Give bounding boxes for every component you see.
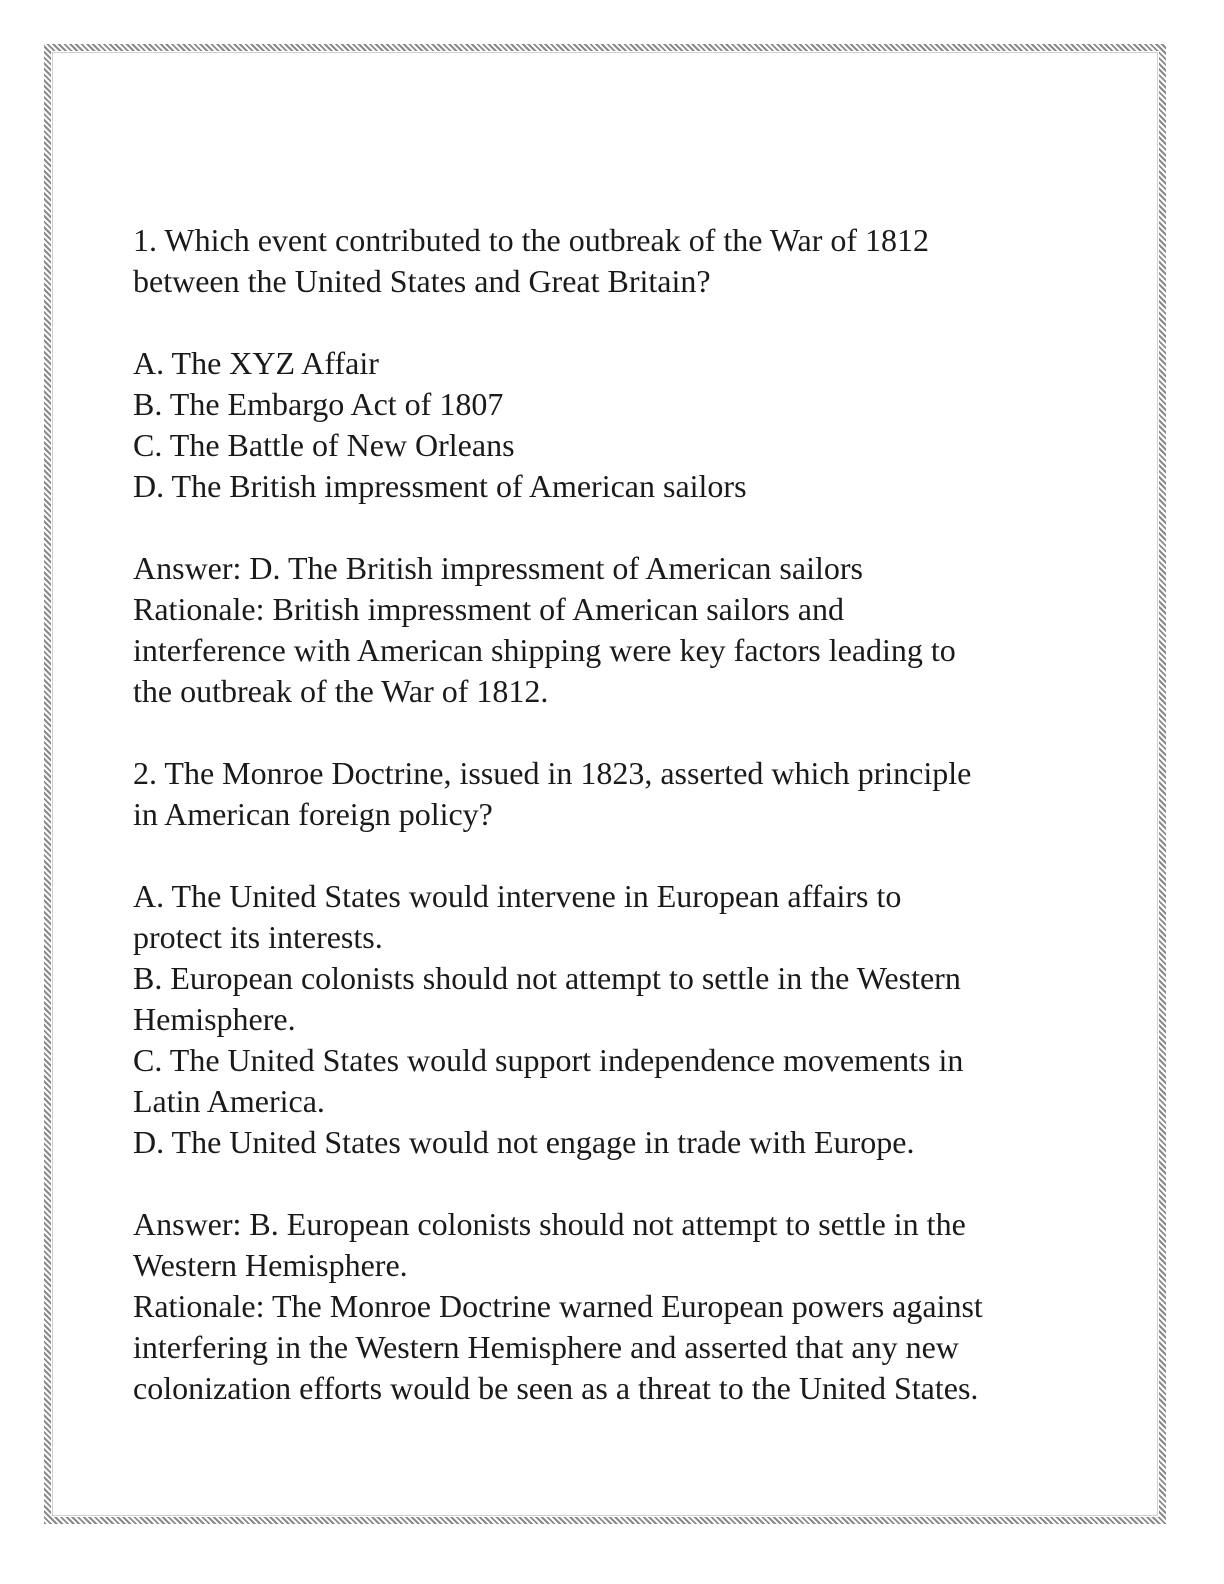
option-line: Latin America. [133,1083,325,1119]
rationale-line: colonization efforts would be seen as a threat to the United States. [133,1370,979,1406]
question-1-options [133,343,1093,507]
question-line: 2. The Monroe Doctrine, issued in 1823, asserted which principle [133,755,972,791]
rationale-line: Rationale: The Monroe Doctrine warned European powers against [133,1288,983,1324]
question-line: between the United States and Great Britain? [133,263,711,299]
paragraph-gap [133,835,1093,876]
option-line: B. European colonists should not attempt to settle in the Western [133,960,961,996]
answer-line: Answer: B. European colonists should not attempt to settle in the [133,1206,966,1242]
option-line: D. The United States would not engage in trade with Europe. [133,1124,915,1160]
question-2-options [133,876,1093,1163]
option-line: A. The United States would intervene in European affairs to [133,878,902,914]
answer-line: Answer: D. The British impressment of American sailors [133,550,863,586]
document-content [133,220,1093,1409]
option-line: protect its interests. [133,919,383,955]
question-1-answer [133,548,1093,712]
paragraph-gap [133,302,1093,343]
answer-line: Western Hemisphere. [133,1247,408,1283]
option-line: C. The Battle of New Orleans [133,427,515,463]
rationale-line: the outbreak of the War of 1812. [133,673,549,709]
rationale-line: Rationale: British impressment of American sailors and [133,591,844,627]
question-1-text [133,220,1093,302]
option-line: Hemisphere. [133,1001,296,1037]
question-2-text [133,753,1093,835]
question-line: 1. Which event contributed to the outbreak of the War of 1812 [133,222,930,258]
question-line: in American foreign policy? [133,796,493,832]
rationale-line: interfering in the Western Hemisphere and asserted that any new [133,1329,959,1365]
question-2-answer [133,1204,1093,1409]
paragraph-gap [133,1163,1093,1204]
option-line: D. The British impressment of American sailors [133,468,747,504]
option-line: B. The Embargo Act of 1807 [133,386,504,422]
option-line: C. The United States would support independence movements in [133,1042,964,1078]
rationale-line: interference with American shipping were key factors leading to [133,632,956,668]
paragraph-gap [133,712,1093,753]
option-line: A. The XYZ Affair [133,345,379,381]
paragraph-gap [133,507,1093,548]
